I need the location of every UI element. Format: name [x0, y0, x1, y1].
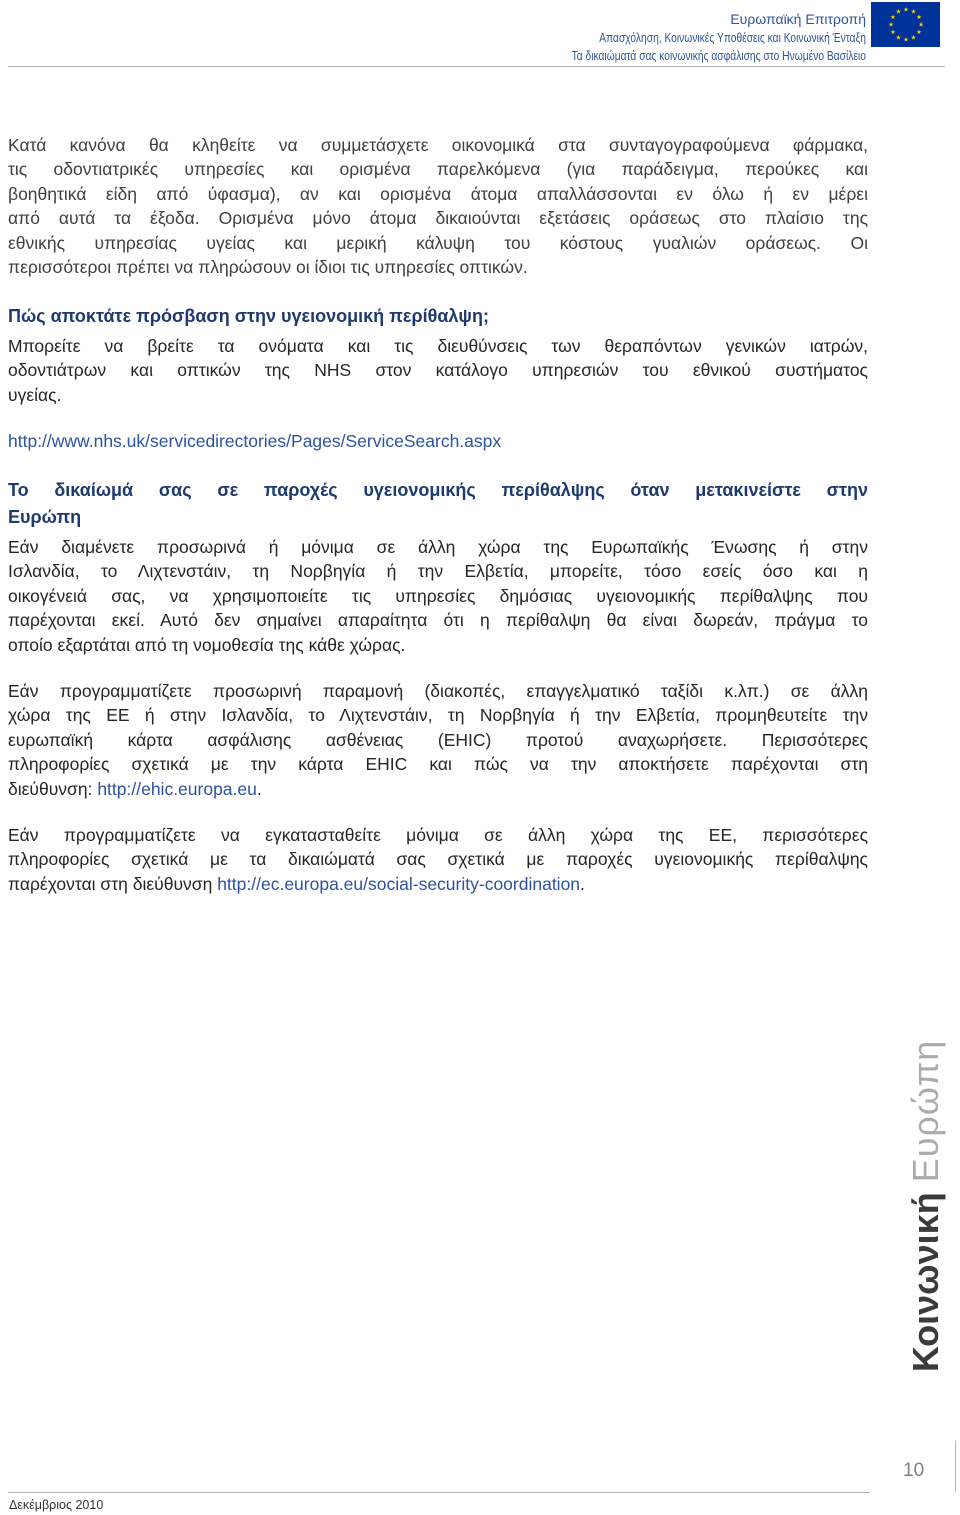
text-fragment: διεύθυνση: — [8, 778, 98, 799]
ehic-link[interactable]: http://ehic.europa.eu — [97, 778, 257, 799]
header-divider — [8, 66, 945, 67]
text-line — [8, 872, 868, 896]
section-heading-europe — [8, 477, 868, 531]
text-line: από αυτά τα έξοδα. Ορισμένα μόνο άτομα δικαιούνται εξετάσεις οράσεως στο πλαίσιο της — [8, 208, 868, 229]
text-line: υγείας. — [8, 384, 62, 405]
logo-word-europe: Ευρώπη — [905, 1039, 946, 1183]
heading-text: Πώς αποκτάτε πρόσβαση στην υγειονομική περίθαλψη; — [8, 306, 489, 326]
text-line: Ισλανδία, το Λιχτενστάιν, τη Νορβηγία ή την Ελβετία, μπορείτε, τόσο εσείς όσο και η — [8, 561, 868, 582]
eu-flag-icon — [871, 2, 940, 47]
text-line — [8, 777, 868, 801]
text-line: περισσότεροι πρέπει να πληρώσουν οι ίδιοι τις υπηρεσίες οπτικών. — [8, 257, 528, 278]
text-line: ευρωπαϊκή κάρτα ασφάλισης ασθένειας (EHIC) προτού αναχωρήσετε. Περισσότερες — [8, 729, 868, 750]
text-line: Εάν διαμένετε προσωρινά ή μόνιμα σε άλλη χώρα της Ευρωπαϊκής Ένωσης ή στην — [8, 537, 868, 557]
directorate-name: Απασχόληση, Κοινωνικές Υποθέσεις και Κοινωνική Ένταξη — [599, 31, 866, 45]
page-header — [507, 10, 866, 65]
page-number-divider — [955, 1441, 956, 1492]
text-fragment: . — [580, 873, 585, 894]
social-security-coordination-link[interactable]: http://ec.europa.eu/social-security-coordination — [217, 873, 581, 894]
text-line: εθνικής υπηρεσίας υγείας και μερική κάλυψη του κόστους γυαλιών οράσεως. Οι — [8, 232, 868, 253]
text-line: Μπορείτε να βρείτε τα ονόματα και τις διευθύνσεις των θεραπόντων γενικών ιατρών, — [8, 336, 868, 356]
guide-title: Τα δικαιώματά σας κοινωνικής ασφάλισης στο Ηνωμένο Βασίλειο — [571, 49, 866, 63]
heading-text: Ευρώπη — [8, 507, 82, 527]
page-number: 10 — [903, 1460, 925, 1481]
paragraph-ehic — [8, 679, 868, 801]
text-fragment: . — [256, 778, 262, 799]
text-line: χώρα της ΕΕ ή στην Ισλανδία, το Λιχτενστάιν, τη Νορβηγία ή την Ελβετία, προμηθευτείτε την — [8, 705, 868, 726]
text-line: Κατά κανόνα θα κληθείτε να συμμετάσχετε οικονομικά στα συνταγογραφούμενα φάρμακα, — [8, 135, 868, 155]
social-europe-logo — [904, 1040, 948, 1372]
text-line: Εάν προγραμματίζετε να εγκατασταθείτε μόνιμα σε άλλη χώρα της ΕΕ, περισσότερες — [8, 825, 868, 845]
paragraph-europe-stay — [8, 535, 868, 657]
footer-date: Δεκέμβριος 2010 — [9, 1498, 104, 1512]
logo-word-social: Κοινωνική — [905, 1192, 946, 1372]
organization-name: Ευρωπαϊκή Επιτροπή — [730, 11, 866, 27]
text-line: πληροφορίες σχετικά με τα δικαιώματά σας σχετικά με παροχές υγειονομικής περίθαλψης — [8, 849, 868, 870]
text-line: οικογένειά σας, να χρησιμοποιείτε τις υπηρεσίες δημόσιας υγειονομικής περίθαλψης που — [8, 585, 868, 606]
text-line: παρέχονται εκεί. Αυτό δεν σημαίνει απαραίτητα ότι η περίθαλψη θα είναι δωρεάν, πράγμα το — [8, 610, 868, 631]
text-line: τις οδοντιατρικές υπηρεσίες και ορισμένα παρελκόμενα (για παράδειγμα, περούκες και — [8, 159, 868, 180]
text-line: Εάν προγραμματίζετε προσωρινή παραμονή (διακοπές, επαγγελματικό ταξίδι κ.λπ.) σε άλλη — [8, 681, 868, 701]
section-heading-access — [8, 304, 868, 328]
text-line: οδοντιάτρων και οπτικών της NHS στον κατάλογο υπηρεσιών του εθνικού συστήματος — [8, 360, 868, 381]
heading-text: Το δικαίωμά σας σε παροχές υγειονομικής περίθαλψης όταν μετακινείστε στην — [8, 480, 868, 500]
text-fragment: παρέχονται στη διεύθυνση — [8, 873, 218, 894]
nhs-directory-link[interactable]: http://www.nhs.uk/servicedirectories/Pages/ServiceSearch.aspx — [8, 431, 502, 451]
nhs-link-line — [8, 429, 868, 453]
footer-divider — [8, 1492, 870, 1493]
paragraph-settle — [8, 823, 868, 896]
text-line: βοηθητικά είδη από ύφασμα), αν και ορισμένα άτομα απαλλάσσονται εν όλω ή εν μέρει — [8, 183, 868, 204]
paragraph-access — [8, 334, 868, 407]
text-line: πληροφορίες σχετικά με την κάρτα EHIC και πώς να την αποκτήσετε παρέχονται στη — [8, 754, 868, 775]
text-line: οποίο εξαρτάται από τη νομοθεσία της κάθε χώρας. — [8, 634, 406, 655]
paragraph-costs — [8, 133, 868, 279]
